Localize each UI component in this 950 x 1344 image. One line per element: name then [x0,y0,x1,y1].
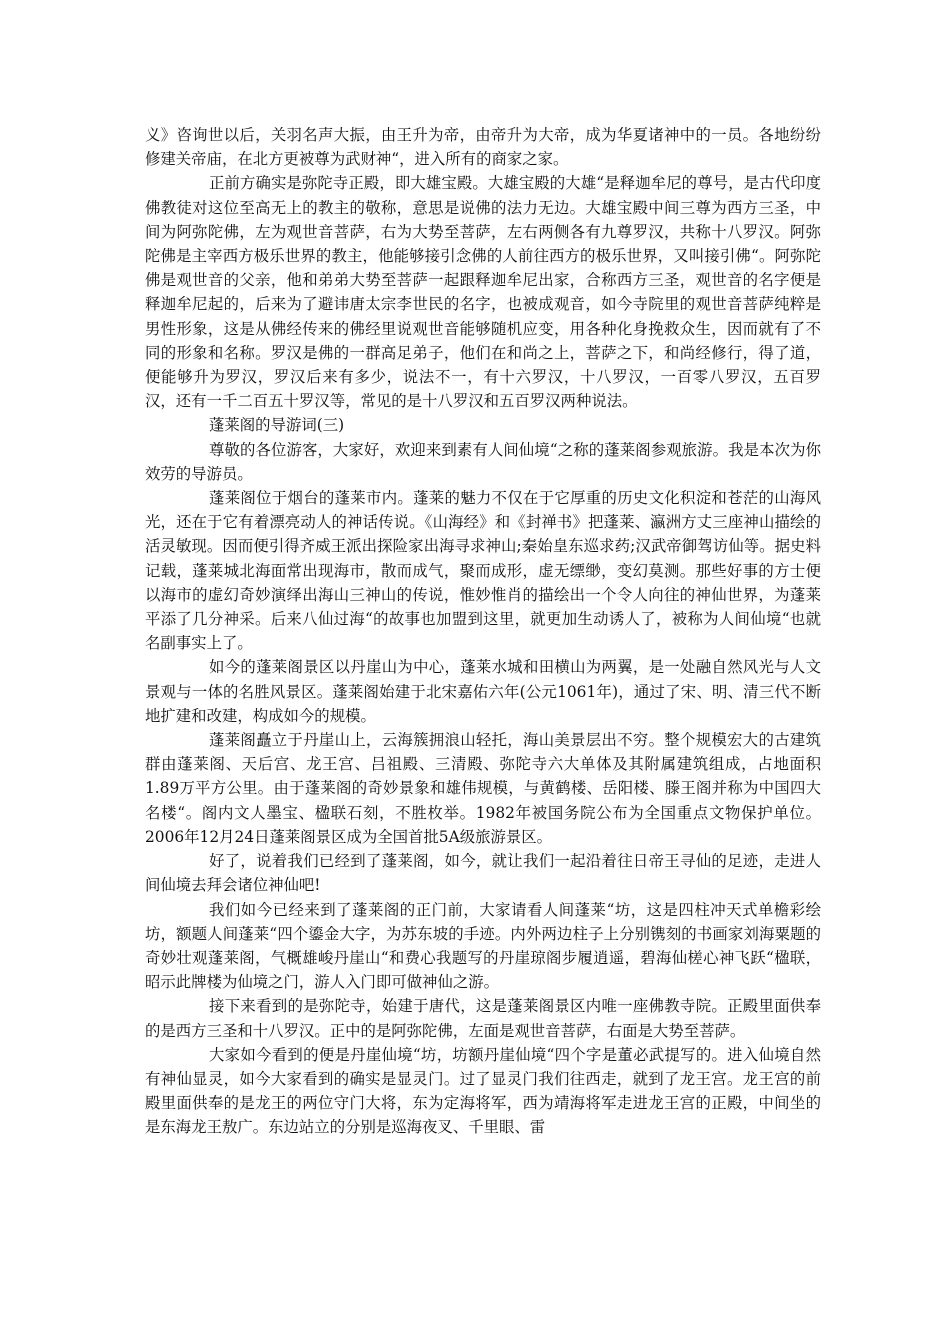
paragraph-dragon-king-palace: 大家如今看到的便是丹崖仙境“坊，坊额丹崖仙境“四个字是董必武提写的。进入仙境自然有神仙显灵，如今大家看到的确实是显灵门。过了显灵门我们往西走，就到了龙王宫。龙王宫的前殿里面供奉的是龙王的两位守门大将，东为定海将军，西为靖海将军走进龙王宫的正殿，中间坐的是东海龙王敖广。东边站立的分别是巡海夜叉、千里眼、雷 [145,1045,821,1137]
paragraph-main-gate: 我们如今已经来到了蓬莱阁的正门前，大家请看人间蓬莱“坊，这是四柱冲天式单檐彩绘坊，额题人间蓬莱“四个鎏金大字，为苏东坡的手迹。内外两边柱子上分别镌刻的书画家刘海粟题的奇妙壮观蓬莱阁，气概雄峻丹崖山“和费心我题写的丹崖琼阁步履逍遥，碧海仙槎心神飞跃“楹联，昭示此牌楼为仙境之门，游人入门即可做神仙之游。 [145,900,821,992]
paragraph-penglai-location: 蓬莱阁位于烟台的蓬莱市内。蓬莱的魅力不仅在于它厚重的历史文化积淀和苍茫的山海风光，还在于它有着漂亮动人的神话传说。《山海经》和《封禅书》把蓬莱、瀛洲方丈三座神山描绘的活灵敏现。因而便引得齐威王派出探险家出海寻求神山;秦始皇东巡求药;汉武帝御驾访仙等。据史料记载，蓬莱城北海面常出现海市，散而成气，聚而成形，虚无缥缈，变幻莫测。那些好事的方士便以海市的虚幻奇妙演绎出海山三神山的传说，惟妙惟肖的描绘出一个令人向往的神仙世界，为蓬莱平添了几分神采。后来八仙过海“的故事也加盟到这里，就更加生动诱人了，被称为人间仙境“也就名副事实上了。 [145,489,821,653]
paragraph-mituo-temple: 接下来看到的是弥陀寺，始建于唐代，这是蓬莱阁景区内唯一座佛教寺院。正殿里面供奉的是西方三圣和十八罗汉。正中的是阿弥陀佛，左面是观世音菩萨，右面是大势至菩萨。 [145,997,821,1040]
paragraph-architecture: 蓬莱阁矗立于丹崖山上，云海簇拥浪山轻托，海山美景层出不穷。整个规模宏大的古建筑群由蓬莱阁、天后宫、龙王宫、吕祖殿、三清殿、弥陀寺六大单体及其附属建筑组成，占地面积1.89万平方公里。由于蓬莱阁的奇妙景象和雄伟规模，与黄鹤楼、岳阳楼、滕王阁并称为中国四大名楼“。阁内文人墨宝、楹联石刻，不胜枚举。1982年被国务院公布为全国重点文物保护单位。2006年12月24日蓬莱阁景区成为全国首批5A级旅游景区。 [145,731,821,846]
paragraph-mituo-main-hall: 正前方确实是弥陀寺正殿，即大雄宝殿。大雄宝殿的大雄“是释迦牟尼的尊号，是古代印度佛教徒对这位至高无上的教主的敬称，意思是说佛的法力无边。大雄宝殿中间三尊为西方三圣，中间为阿弥陀佛，左为观世音菩萨，右为大势至菩萨，左右两侧各有九尊罗汉，共称十八罗汉。阿弥陀佛是主宰西方极乐世界的教主，他能够接引念佛的人前往西方的极乐世界，又叫接引佛“。阿弥陀佛是观世音的父亲，他和弟弟大势至菩萨一起跟释迦牟尼出家，合称西方三圣，观世音的名字便是释迦牟尼起的，后来为了避讳唐太宗李世民的名字，也被成观音，如今寺院里的观世音菩萨纯粹是男性形象，这是从佛经传来的佛经里说观世音能够随机应变，用各种化身挽救众生，因而就有了不同的形象和名称。罗汉是佛的一群高足弟子，他们在和尚之上，菩萨之下，和尚经修行，得了道，便能够升为罗汉，罗汉后来有多少，说法不一，有十六罗汉，十八罗汉，一百零八罗汉，五百罗汉，还有一千二百五十罗汉等，常见的是十八罗汉和五百罗汉两种说法。 [145,174,821,411]
paragraph-greeting: 尊敬的各位游客，大家好，欢迎来到素有人间仙境“之称的蓬莱阁参观旅游。我是本次为你效劳的导游员。 [145,440,821,483]
section-heading: 蓬莱阁的导游词(三) [209,416,345,435]
document-body [145,123,821,1140]
paragraph-scenic-area: 如今的蓬莱阁景区以丹崖山为中心，蓬莱水城和田横山为两翼，是一处融自然风光与人文景观与一体的名胜风景区。蓬莱阁始建于北宋嘉佑六年(公元1061年)，通过了宋、明、清三代不断地扩建和改建，构成如今的规模。 [145,658,821,725]
paragraph-guan-yu: 义》咨询世以后，关羽名声大振，由王升为帝，由帝升为大帝，成为华夏诸神中的一员。各地纷纷修建关帝庙，在北方更被尊为武财神“，进入所有的商家之家。 [145,126,821,169]
paragraph-arrival: 好了，说着我们已经到了蓬莱阁，如今，就让我们一起沿着往日帝王寻仙的足迹，走进人间仙境去拜会诸位神仙吧! [145,852,821,895]
